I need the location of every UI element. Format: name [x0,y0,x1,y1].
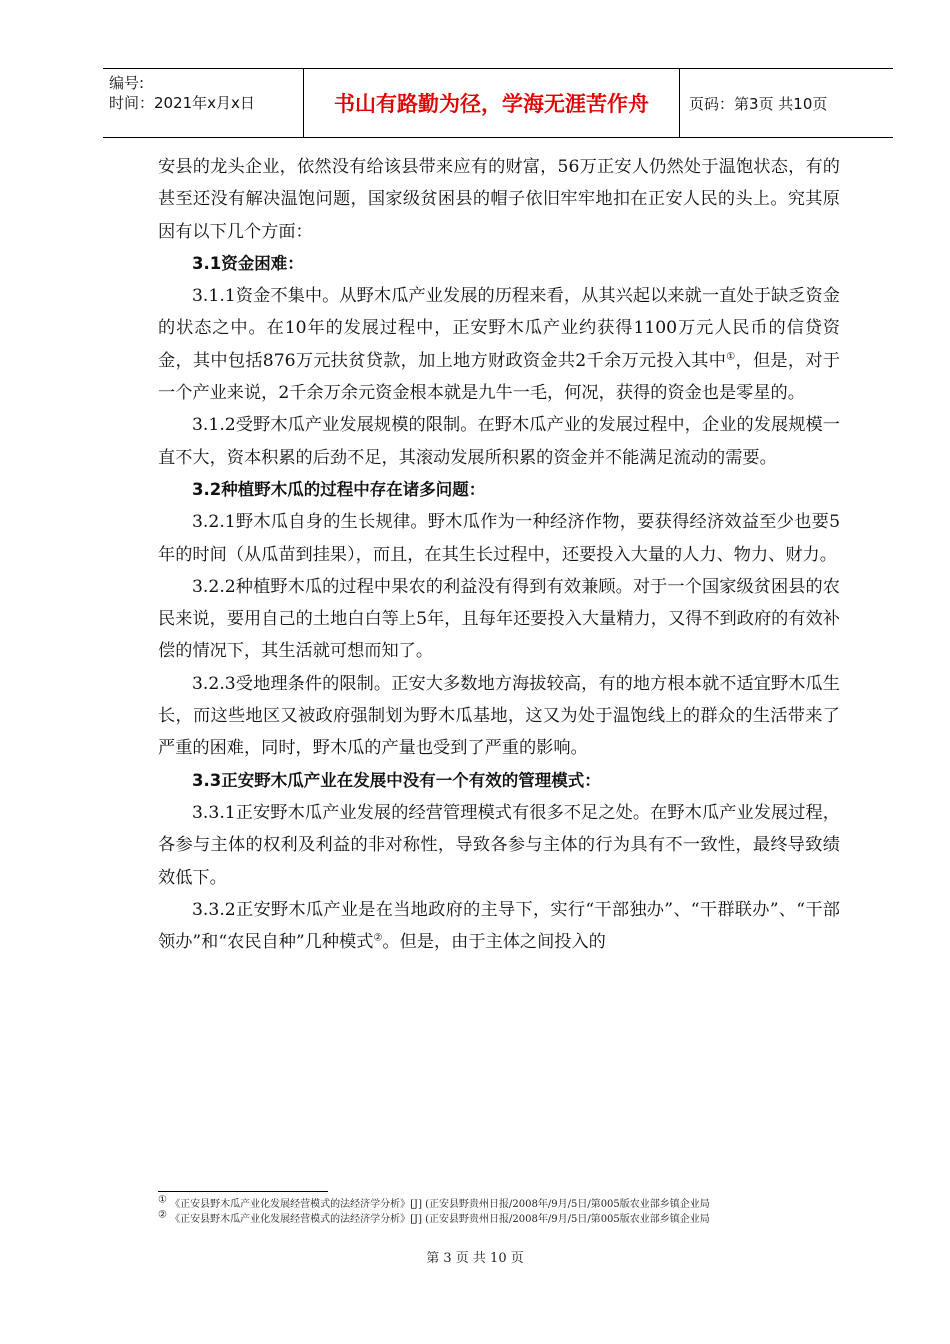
paragraph-3-1-1-text: 3.1.1资金不集中。从野木瓜产业发展的历程来看，从其兴起以来就一直处于缺乏资金的状态之中。在10年的发展过程中，正安野木瓜产业约获得1100万元人民币的信贷资金，其中包括876万元扶贫贷款，加上地方财政资金共2千余万元投入其中 [158,286,840,371]
paragraph-3-3-1: 3.3.1正安野木瓜产业发展的经营管理模式有很多不足之处。在野木瓜产业发展过程，各参与主体的权利及利益的非对称性，导致各参与主体的行为具有不一致性，最终导致绩效低下。 [158,802,840,888]
footnote-1 [158,1194,848,1212]
footnote-ref-1[interactable]: ① [726,351,736,363]
paragraph-3-2-3: 3.2.3受地理条件的限制。正安大多数地方海拔较高，有的地方根本就不适宜野木瓜生长，而这些地区又被政府强制划为野木瓜基地，这又为处于温饱线上的群众的生活带来了严重的困难，同时，野木瓜的产量也受到了严重的影响。 [158,673,840,759]
header-meta [103,69,303,141]
footnote-2-text: 《正安县野木瓜产业化发展经营模式的法经济学分析》[J] (正安县野贵州日报/2008年/9月/5日/第005版农业部乡镇企业局 [170,1214,710,1225]
paragraph-3-3-2-text: 3.3.2正安野木瓜产业是在当地政府的主导下，实行“干部独办”、“干群联办”、“干部领办”和“农民自种”几种模式 [158,899,840,953]
footnote-1-text: 《正安县野木瓜产业化发展经营模式的法经济学分析》[J] (正安县野贵州日报/2008年/9月/5日/第005版农业部乡镇企业局 [170,1199,710,1210]
footnote-ref-2[interactable]: ② [373,932,383,944]
paragraph-3-2-2: 3.2.2种植野木瓜的过程中果农的利益没有得到有效兼顾。对于一个国家级贫困县的农民来说，要用自己的土地白白等上5年，且每年还要投入大量精力，又得不到政府的有效补偿的情况下，其生活就可想而知了。 [158,576,840,662]
page-footer: 第 3 页 共 10 页 [426,1251,524,1266]
paragraph-3-2-1: 3.2.1野木瓜自身的生长规律。野木瓜作为一种经济作物，要获得经济效益至少也要5年的时间（从瓜苗到挂果），而且，在其生长过程中，还要投入大量的人力、物力、财力。 [158,512,840,565]
heading-3-2: 3.2种植野木瓜的过程中存在诸多问题： [192,479,486,499]
number-label: 编号: [109,74,145,92]
header-motto: 书山有路勤为径，学海无涯苦作舟 [303,69,680,137]
paragraph-3-1-1 [158,280,840,409]
footnote-divider [158,1191,328,1192]
page-header [103,68,893,138]
paragraph-intro: 安县的龙头企业，依然没有给该县带来应有的财富，56万正安人仍然处于温饱状态，有的甚至还没有解决温饱问题，国家级贫困县的帽子依旧牢牢地扣在正安人民的头上。究其原因有以下几个方面： [158,157,840,242]
paragraph-3-1-2: 3.1.2受野木瓜产业发展规模的限制。在野木瓜产业的发展过程中，企业的发展规模一直不大，资本积累的后劲不足，其滚动发展所积累的资金并不能满足流动的需要。 [158,415,840,468]
footnote-2 [158,1209,848,1227]
header-page-label: 页码：第3页 共10页 [689,94,828,113]
document-body [158,151,840,958]
footnote-1-mark: ① [158,1194,167,1206]
paragraph-3-3-2-rest: 。但是，由于主体之间投入的 [382,932,606,953]
paragraph-3-1-1-rest: ，但是，对于一个产业来说，2千余万余元资金根本就是九牛一毛，何况，获得的资金也是零星的。 [158,350,840,404]
heading-3-1: 3.1资金困难： [192,253,304,273]
paragraph-3-3-2 [158,894,840,959]
time-label: 时间：2021年x月x日 [109,94,255,112]
heading-3-3: 3.3正安野木瓜产业在发展中没有一个有效的管理模式： [192,770,601,790]
footnote-2-mark: ② [158,1209,167,1221]
